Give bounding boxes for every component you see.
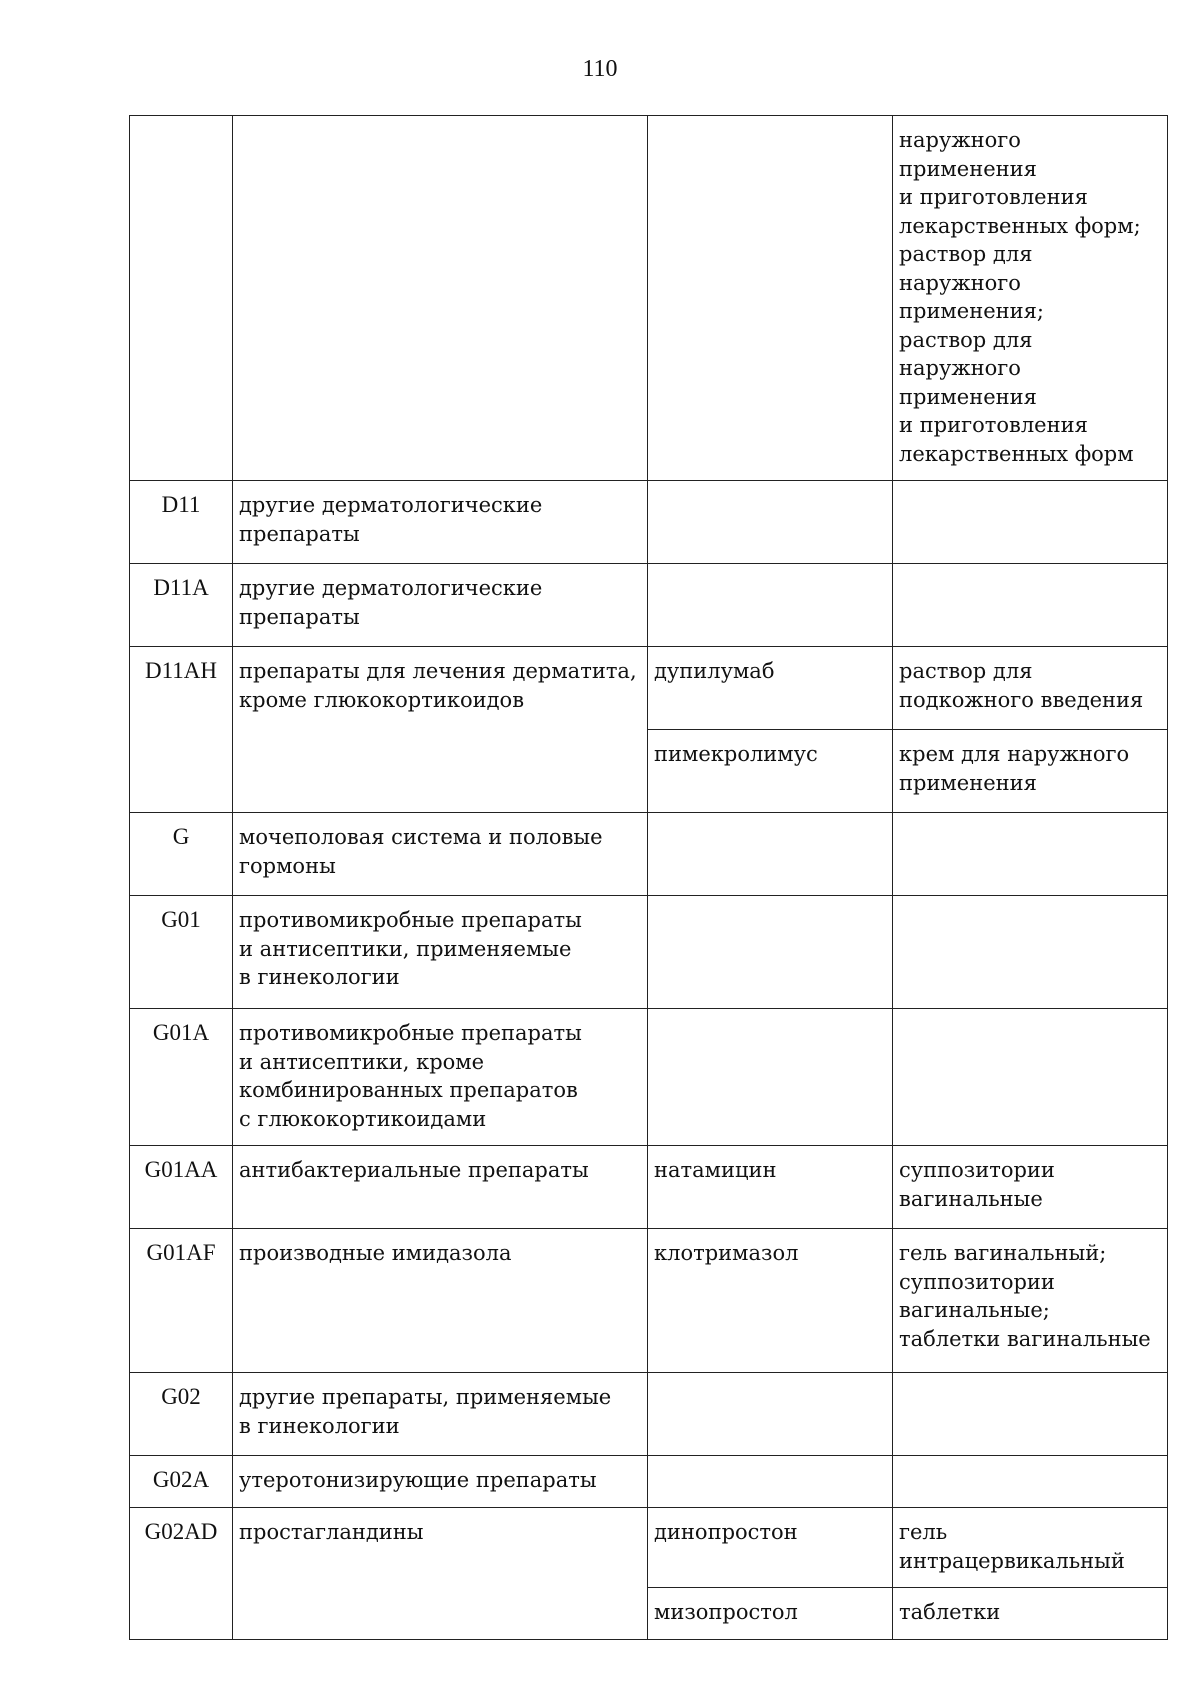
- drug-name-cell: клотримазол: [648, 1229, 893, 1373]
- atc-code-cell: G02A: [130, 1456, 233, 1508]
- dosage-form-cell: гель интрацервикальный: [893, 1508, 1168, 1588]
- group-name-cell: антибактериальные препараты: [233, 1146, 648, 1229]
- table-row: [130, 1146, 1168, 1229]
- atc-code-cell: G01: [130, 896, 233, 1009]
- table-row: [130, 1456, 1168, 1508]
- group-name-cell: утеротонизирующие препараты: [233, 1456, 648, 1508]
- drug-name-cell: дупилумаб: [648, 647, 893, 730]
- drug-name-cell: [648, 896, 893, 1009]
- atc-code-cell: G02: [130, 1373, 233, 1456]
- atc-code-cell: D11AH: [130, 647, 233, 813]
- group-name-cell: простагландины: [233, 1508, 648, 1640]
- group-name-cell: противомикробные препараты и антисептики, кроме комбинированных препаратов с глюкокортикоидами: [233, 1009, 648, 1146]
- dosage-form-cell: [893, 1456, 1168, 1508]
- dosage-form-cell: [893, 481, 1168, 564]
- dosage-form-cell: наружного применения и приготовления лекарственных форм; раствор для наружного применения; раствор для наружного применения и приготовления лекарственных форм: [893, 116, 1168, 481]
- atc-code-cell: D11: [130, 481, 233, 564]
- drug-name-cell: мизопростол: [648, 1588, 893, 1640]
- group-name-cell: другие дерматологические препараты: [233, 481, 648, 564]
- drug-name-cell: [648, 1456, 893, 1508]
- drug-name-cell: [648, 1373, 893, 1456]
- table-row: [130, 813, 1168, 896]
- drug-name-cell: пимекролимус: [648, 730, 893, 813]
- dosage-form-cell: таблетки: [893, 1588, 1168, 1640]
- table-row: [130, 1229, 1168, 1373]
- atc-code-cell: G01AA: [130, 1146, 233, 1229]
- dosage-form-cell: [893, 564, 1168, 647]
- drug-name-cell: [648, 481, 893, 564]
- group-name-cell: мочеполовая система и половые гормоны: [233, 813, 648, 896]
- drug-name-cell: [648, 116, 893, 481]
- dosage-form-cell: [893, 1373, 1168, 1456]
- table-row: [130, 116, 1168, 481]
- dosage-form-cell: крем для наружного применения: [893, 730, 1168, 813]
- drug-name-cell: [648, 1009, 893, 1146]
- table-row: [130, 481, 1168, 564]
- dosage-form-cell: раствор для подкожного введения: [893, 647, 1168, 730]
- drug-name-cell: [648, 813, 893, 896]
- atc-code-cell: G01AF: [130, 1229, 233, 1373]
- group-name-cell: противомикробные препараты и антисептики, применяемые в гинекологии: [233, 896, 648, 1009]
- group-name-cell: другие препараты, применяемые в гинекологии: [233, 1373, 648, 1456]
- group-name-cell: другие дерматологические препараты: [233, 564, 648, 647]
- dosage-form-cell: [893, 1009, 1168, 1146]
- dosage-form-cell: суппозитории вагинальные: [893, 1146, 1168, 1229]
- drug-name-cell: динопростон: [648, 1508, 893, 1588]
- drug-name-cell: [648, 564, 893, 647]
- atc-code-cell: G01A: [130, 1009, 233, 1146]
- atc-code-cell: [130, 116, 233, 481]
- dosage-form-cell: гель вагинальный; суппозитории вагинальные; таблетки вагинальные: [893, 1229, 1168, 1373]
- group-name-cell: препараты для лечения дерматита, кроме глюкокортикоидов: [233, 647, 648, 813]
- group-name-cell: [233, 116, 648, 481]
- table-row: [130, 1373, 1168, 1456]
- dosage-form-cell: [893, 813, 1168, 896]
- table-row: [130, 896, 1168, 1009]
- drug-name-cell: натамицин: [648, 1146, 893, 1229]
- table-row: [130, 647, 1168, 730]
- atc-code-cell: G02AD: [130, 1508, 233, 1640]
- table-row: [130, 1009, 1168, 1146]
- drug-classification-table: [129, 115, 1168, 1640]
- atc-code-cell: D11A: [130, 564, 233, 647]
- page-number: 110: [582, 56, 618, 82]
- atc-code-cell: G: [130, 813, 233, 896]
- group-name-cell: производные имидазола: [233, 1229, 648, 1373]
- table-row: [130, 1508, 1168, 1588]
- dosage-form-cell: [893, 896, 1168, 1009]
- table-row: [130, 564, 1168, 647]
